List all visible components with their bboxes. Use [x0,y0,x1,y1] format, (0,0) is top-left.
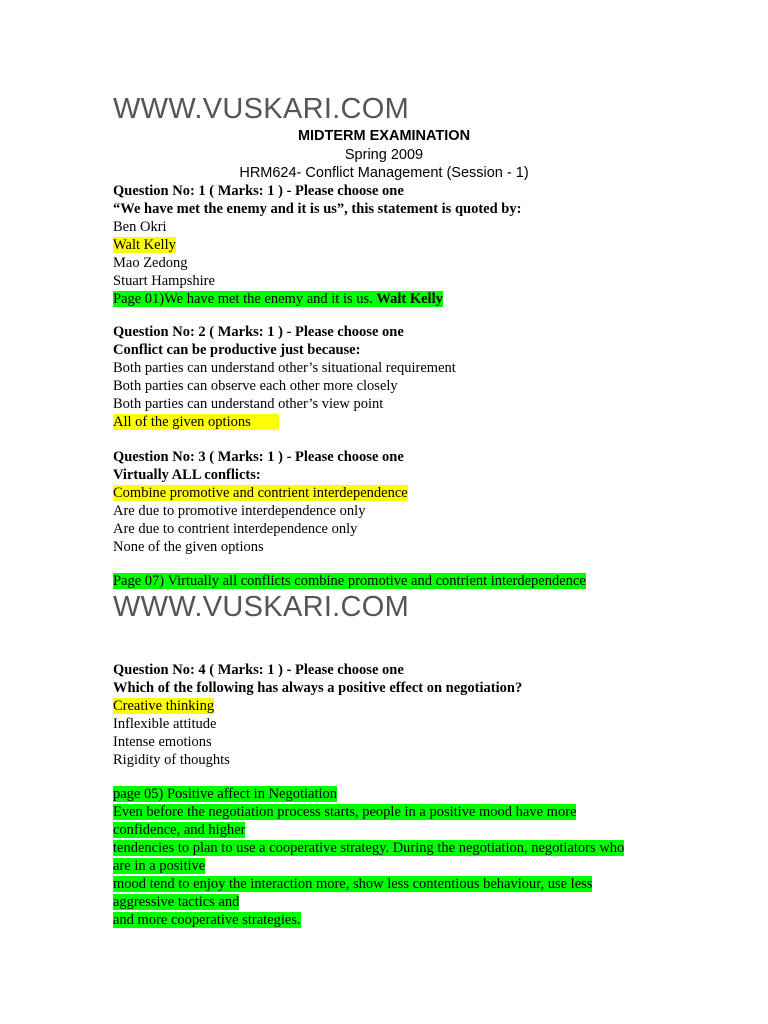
reference-line: aggressive tactics and [113,894,240,910]
option-text: Combine promotive and contrient interdependence [113,485,408,501]
option [113,272,673,290]
option-correct [113,484,673,502]
question-prompt: Virtually ALL conflicts: [113,467,261,483]
option [113,751,673,769]
reference-text: Page 01)We have met the enemy and it is us. [113,291,377,307]
question-2 [113,323,673,431]
question-header: Question No: 4 ( Marks: 1 ) - Please choose one [113,662,404,678]
reference-line: page 05) Positive affect in Negotiation [113,786,338,802]
option [113,359,673,377]
question-prompt: “We have met the enemy and it is us”, this statement is quoted by: [113,201,522,217]
option [113,502,673,520]
option-text: Rigidity of thoughts [113,752,230,768]
reference-line: Even before the negotiation process starts, people in a positive mood have more [113,804,577,820]
option-text: Are due to promotive interdependence only [113,503,366,519]
option-text: Walt Kelly [113,237,176,253]
reference-line: and more cooperative strategies. [113,912,301,928]
reference-line: are in a positive [113,858,206,874]
reference-line: confidence, and higher [113,822,246,838]
option [113,733,673,751]
reference-text: Page 07) Virtually all conflicts combine promotive and contrient interdependence [113,573,586,589]
question-prompt: Which of the following has always a positive effect on negotiation? [113,680,523,696]
option-text: Creative thinking [113,698,215,714]
option-text: Mao Zedong [113,255,188,271]
option-text: Both parties can observe each other more closely [113,378,398,394]
question-header: Question No: 3 ( Marks: 1 ) - Please choose one [113,449,404,465]
exam-title: MIDTERM EXAMINATION [297,128,471,144]
option-text: Stuart Hampshire [113,273,215,289]
option-text: Both parties can understand other’s situational requirement [113,360,456,376]
option-correct [113,236,673,254]
option-correct [113,697,673,715]
watermark-2: WWW.VUSKARI.COM [113,591,410,623]
question-3 [113,448,673,556]
option-text: Both parties can understand other’s view point [113,396,384,412]
option-text: All of the given options [113,414,279,430]
option [113,218,673,236]
watermark: WWW.VUSKARI.COM [113,93,410,125]
answer-reference [113,290,673,308]
option-text: None of the given options [113,539,264,555]
option-text: Ben Okri [113,219,167,235]
exam-term: Spring 2009 [344,147,424,163]
option-text: Are due to contrient interdependence only [113,521,358,537]
option [113,538,673,556]
question-prompt: Conflict can be productive just because: [113,342,361,358]
option [113,377,673,395]
option [113,520,673,538]
question-4 [113,661,673,769]
course-title: HRM624- Conflict Management (Session - 1) [239,165,529,181]
option-text: Inflexible attitude [113,716,217,732]
option [113,395,673,413]
option [113,715,673,733]
answer-reference-4 [113,785,673,929]
reference-line: mood tend to enjoy the interaction more, show less contentious behaviour, use less [113,876,593,892]
option [113,254,673,272]
reference-line: tendencies to plan to use a cooperative strategy. During the negotiation, negotiators who [113,840,625,856]
option-text: Intense emotions [113,734,212,750]
question-header: Question No: 2 ( Marks: 1 ) - Please choose one [113,324,404,340]
reference-answer: Walt Kelly [376,291,443,307]
option-correct [113,413,673,431]
answer-reference-3 [113,572,673,590]
question-1 [113,182,673,308]
question-header: Question No: 1 ( Marks: 1 ) - Please choose one [113,183,404,199]
